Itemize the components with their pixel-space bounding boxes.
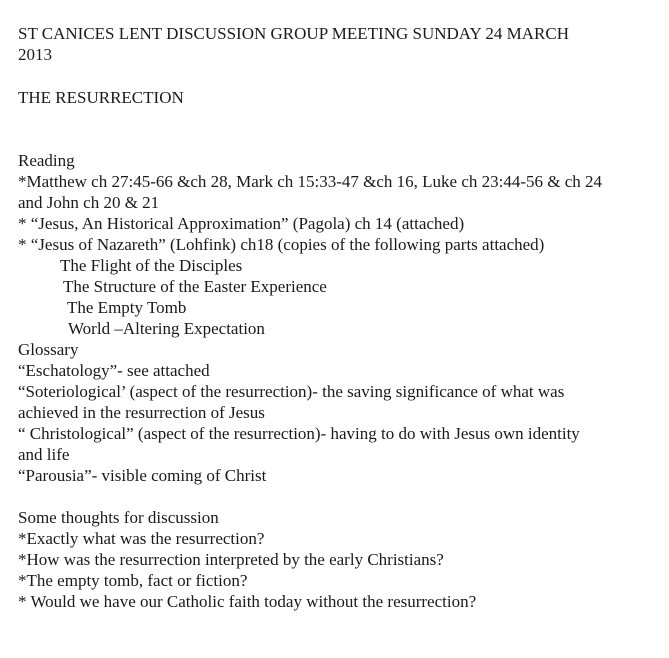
glossary-item-christological-continued: and life (18, 445, 70, 464)
glossary-item-christological: “ Christological” (aspect of the resurrection)- having to do with Jesus own identity (18, 424, 580, 443)
reading-label: Reading (18, 151, 75, 170)
reading-item-lohfink: * “Jesus of Nazareth” (Lohfink) ch18 (copies of the following parts attached) (18, 235, 545, 254)
document-title: ST CANICES LENT DISCUSSION GROUP MEETING SUNDAY 24 MARCH (18, 24, 569, 43)
glossary-item-soteriological-continued: achieved in the resurrection of Jesus (18, 403, 265, 422)
lohfink-section: World –Altering Expectation (68, 319, 265, 338)
lohfink-section: The Flight of the Disciples (60, 256, 243, 275)
glossary-item-soteriological: “Soteriological’ (aspect of the resurrection)- the saving significance of what was (18, 382, 565, 401)
reading-item-gospels: *Matthew ch 27:45-66 &ch 28, Mark ch 15:33-47 &ch 16, Luke ch 23:44-56 & ch 24 (18, 172, 603, 191)
thoughts-label: Some thoughts for discussion (18, 508, 219, 527)
glossary-item-eschatology: “Eschatology”- see attached (18, 361, 210, 380)
reading-item-gospels-continued: and John ch 20 & 21 (18, 193, 160, 212)
document-title-continued: 2013 (18, 45, 52, 64)
lohfink-section: The Structure of the Easter Experience (63, 277, 327, 296)
discussion-question: *How was the resurrection interpreted by the early Christians? (18, 550, 444, 569)
section-heading: THE RESURRECTION (18, 88, 184, 107)
discussion-question: *Exactly what was the resurrection? (18, 529, 265, 548)
discussion-question: *The empty tomb, fact or fiction? (18, 571, 248, 590)
glossary-label: Glossary (18, 340, 79, 359)
reading-item-pagola: * “Jesus, An Historical Approximation” (Pagola) ch 14 (attached) (18, 214, 465, 233)
discussion-question: * Would we have our Catholic faith today without the resurrection? (18, 592, 477, 611)
lohfink-section: The Empty Tomb (67, 298, 187, 317)
glossary-item-parousia: “Parousia”- visible coming of Christ (18, 466, 267, 485)
